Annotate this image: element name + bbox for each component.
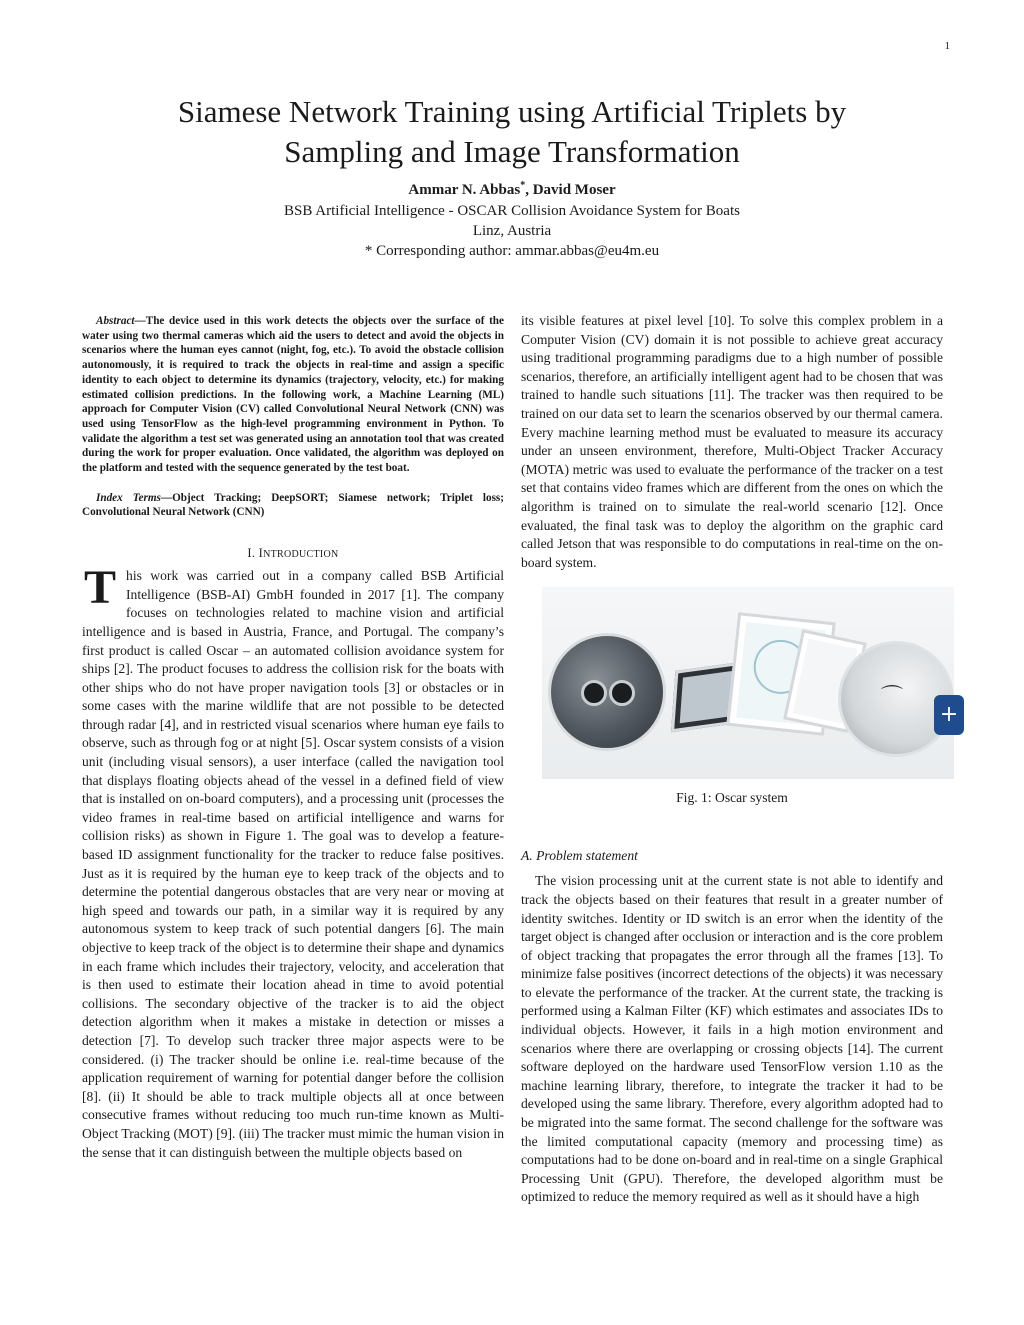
cross-badge-icon: + [934, 695, 964, 735]
camera-lens [609, 680, 635, 706]
index-terms [82, 491, 504, 520]
abstract [82, 314, 504, 476]
index-terms-text: —Object Tracking; DeepSORT; Siamese network; Triplet loss; Convolutional Neural Network (CNN) [82, 491, 505, 519]
figure-caption: Fig. 1: Oscar system [676, 790, 788, 806]
title-line-2: Sampling and Image Transformation [284, 134, 740, 169]
introduction-paragraph [82, 561, 504, 1162]
author-1: Ammar N. Abbas [408, 182, 521, 198]
section-rest: NTRODUCTION [263, 549, 339, 561]
index-terms-label: Index Terms [96, 491, 161, 504]
section-heading-introduction [82, 546, 504, 561]
right-column [521, 312, 959, 1207]
subsection-heading-problem-statement: A. Problem statement [521, 848, 638, 864]
bird-logo-icon: ⌒ [881, 684, 904, 710]
camera-lens [581, 680, 607, 706]
author-list [0, 180, 1024, 199]
affiliation-location: Linz, Austria [472, 223, 552, 239]
introduction-text: his work was carried out in a company called BSB Artificial Intelligence (BSB-AI) GmbH founded in 2017 [1]. The company focuses on technologies related to machine vision and artificial intelligence and is based in Austria, France, and Portugal. The company’s first product is called Oscar – an automated collision avoidance system for ships [2]. The product focuses to address the collision risk for the boats with other ships who do not have proper navigation tools [3] or obstacles or in some cases with the marine wildlife that are not possible to be detected through radar [4], and in restricted visual scenarios where human eye fails to observe, such as through fog or at night [5]. Oscar system consists of a vision unit (including visual sensors), a user interface (called the navigation tool that displays floating objects ahead of the vessel in a defined field of view that is installed on on-board computers), and a processing unit (processes the video frames in real-time based on artificial intelligence and warns for collision risks) as shown in Figure 1. The goal was to develop a feature-based ID assignment functionality for the tracker to reduce false positives. Just as it is required by the human eye to keep track of the objects and to determine the potential dangerous obstacles that are very near or moving at high speed and towards our path, in a similar way it is required by any autonomous system to keep track of such potential dangers [6]. The main objective to keep track of the object is to determine their shape and dynamics in each frame which includes their trajectory, velocity, and acceleration that is then used to estimate their location ahead in time to avoid potential collisions. The secondary objective of the tracker is to aid the object detection algorithm when it makes a mistake in detection or misses a detection [7]. To develop such tracker three major aspects were to be considered. (i) The tracker should be online i.e. real-time because of the application requirement of warning for potential danger before the collision [8]. (ii) It should be able to track multiple objects all at once between consecutive frames without reducing too much run-time known as Multi-Object Tracking (MOT) [9]. (iii) The tracker must mimic the human vision in the sense that it can distinguish between the multiple objects based on [82, 568, 504, 1160]
dropcap-letter: T [84, 561, 117, 615]
abstract-text: —The device used in this work detects the objects over the surface of the water using two thermal cameras which aid the users to detect and avoid the objects in scenarios where the human eyes cannot (night, fog, etc.). To avoid the obstacle collision autonomously, it is required to track the objects in real-time and assign a specific identity to each object to determine its dynamics (trajectory, velocity, etc.) for making estimated collision predictions. In the following work, a Machine Learning (ML) approach for Computer Vision (CV) called Convolutional Neural Network (CNN) was used using TensorFlow as the high-level programming environment in Python. To validate the algorithm a test set was generated using an annotation tool that was created during the work for proper evaluation. Once validated, the algorithm was deployed on the platform and tested with the sequence generated by the test boat. [82, 315, 504, 475]
paper-title [0, 92, 1024, 172]
title-line-1: Siamese Network Training using Artificial Triplets by [177, 94, 847, 129]
corresponding-mark: * [520, 180, 526, 191]
page-number: 1 [944, 40, 950, 52]
affiliation-org: BSB Artificial Intelligence - OSCAR Collision Avoidance System for Boats [284, 203, 740, 219]
problem-statement-paragraph [521, 872, 943, 1207]
author-separator: , [525, 182, 533, 198]
continuation-paragraph: its visible features at pixel level [10]. To solve this complex problem in a Computer Vision (CV) domain it is not possible to achieve great accuracy using traditional programming paradigms due to a high number of possible scenarios, therefore, an artificially intelligent agent had to be chosen that was trained to handle such situations [11]. The tracker was then required to be trained on our data set to learn the scenarios observed by our thermal camera. Every machine learning method must be evaluated to measure its accuracy under an unseen environment, therefore, Multi-Object Tracker Accuracy (MOTA) metric was used to evaluate the performance of the tracker on a test set that contains video frames which are different from the ones on which the algorithm is trained on to simulate the real-world scenario [12]. Once evaluated, the final task was to deploy the algorithm on the graphic card called Jetson that was responsible to do computations in real-time on the on-board system. [521, 313, 943, 570]
corresponding-author: * Corresponding author: ammar.abbas@eu4m.eu [364, 243, 660, 259]
left-column [82, 314, 504, 1162]
thermal-camera-image [548, 633, 666, 751]
section-initial: I [258, 546, 264, 561]
section-number: I. [247, 546, 259, 561]
problem-statement-text: The vision processing unit at the current state is not able to identify and track the objects based on their features that result in a greater number of identity switches. Identity or ID switch is an error when the identity of the target object is changed after occlusion or interaction and is the core problem of object tracking that propagates the error through all the frames [13]. To minimize false positives (incorrect detections of the objects) it was necessary to elevate the performance of the tracker. At the current state, the tracking is performed using a Kalman Filter (KF) which estimates and associates IDs to individual objects. However, it fails in a high motion environment and scenarios where there are overlapping or crossing objects [14]. The current software deployed on the hardware used TensorFlow version 1.10 as the machine learning library, therefore, to integrate the tracker it had to be developed using the same library. Therefore, every algorithm adopted had to be migrated into the same format. The second challenge for the software was the limited computational capacity (memory and processing time) as computations had to be done on-board and in real-time on a single Graphical Processing Unit (GPU). Therefore, the developed algorithm must be optimized to reduce the memory required as well as it should have a high [521, 873, 943, 1205]
author-2: David Moser [532, 182, 616, 198]
figure-oscar-system [542, 587, 959, 779]
abstract-label: Abstract [96, 315, 135, 327]
